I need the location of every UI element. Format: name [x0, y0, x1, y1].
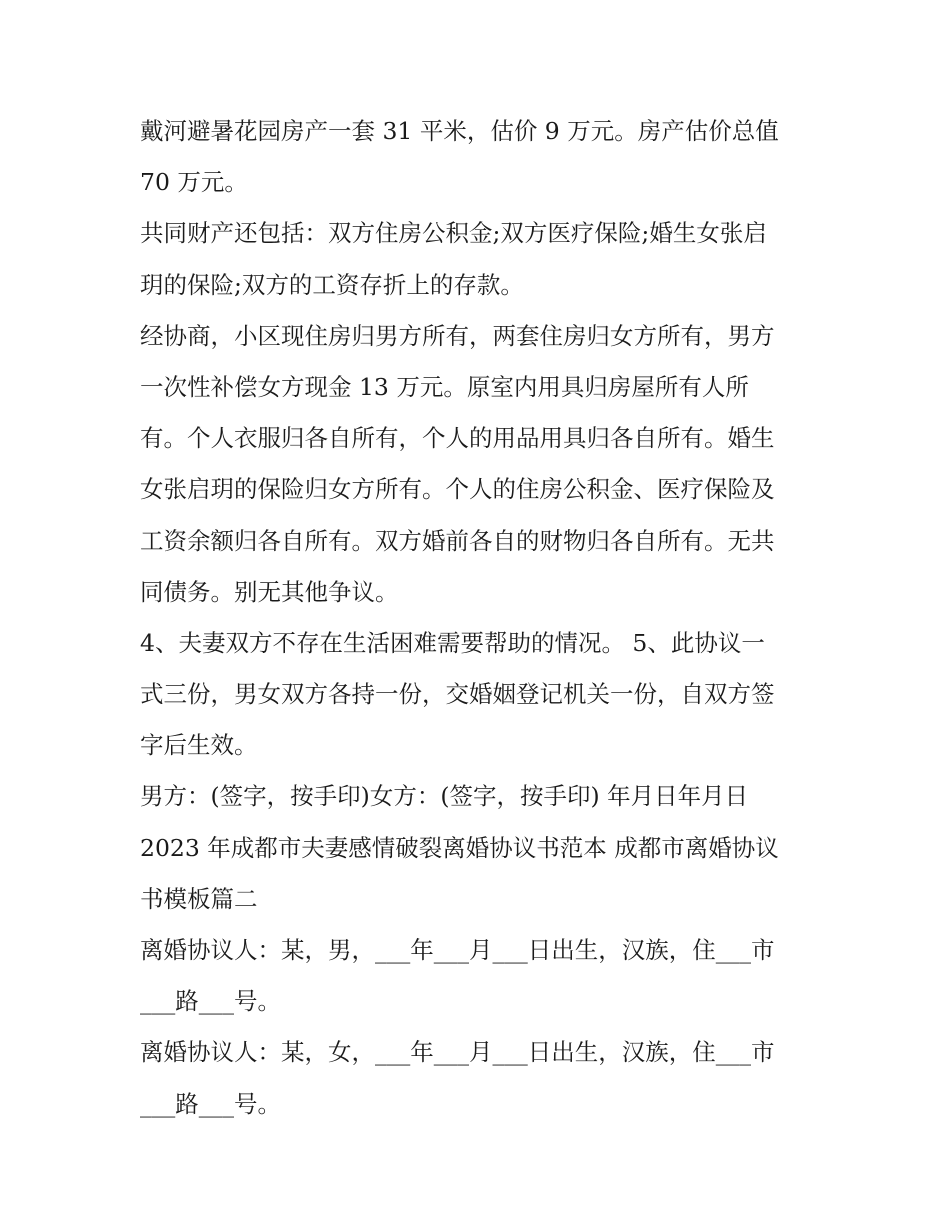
text-line: 工资余额归各自所有。双方婚前各自的财物归各自所有。无共	[140, 526, 775, 555]
paragraph-section-title	[140, 823, 820, 925]
paragraph-party-female	[140, 1027, 820, 1129]
text-line: ___路___号。	[140, 1089, 281, 1118]
text-line: 女张启玥的保险归女方所有。个人的住房公积金、医疗保险及	[140, 475, 775, 504]
text-line: 同债务。别无其他争议。	[140, 577, 399, 606]
text-line: 一次性补偿女方现金 13 万元。原室内用具归房屋所有人所	[140, 372, 749, 401]
paragraph-clauses-4-5	[140, 618, 820, 772]
paragraph-property-value	[140, 106, 820, 208]
text-line: ___路___号。	[140, 987, 281, 1016]
text-line: 经协商，小区现住房归男方所有，两套住房归女方所有，男方	[140, 321, 775, 350]
text-line: 书模板篇二	[140, 884, 258, 913]
text-line: 70 万元。	[140, 168, 248, 197]
text-line: 离婚协议人：某，女，___年___月___日出生，汉族，住___市	[140, 1038, 775, 1067]
text-line: 有。个人衣服归各自所有，个人的用品用具归各自所有。婚生	[140, 424, 775, 453]
text-line: 2023 年成都市夫妻感情破裂离婚协议书范本 成都市离婚协议	[140, 833, 779, 862]
text-line: 共同财产还包括：双方住房公积金;双方医疗保险;婚生女张启	[140, 219, 767, 248]
paragraph-signatures	[140, 771, 820, 822]
text-line: 离婚协议人：某，男，___年___月___日出生，汉族，住___市	[140, 936, 775, 964]
text-line: 戴河避暑花园房产一套 31 平米，估价 9 万元。房产估价总值	[140, 117, 779, 145]
text-line: 字后生效。	[140, 731, 258, 760]
text-line: 式三份，男女双方各持一份，交婚姻登记机关一份，自双方签	[140, 680, 775, 709]
text-line: 4、夫妻双方不存在生活困难需要帮助的情况。 5、此协议一	[140, 628, 765, 657]
text-line: 玥的保险;双方的工资存折上的存款。	[140, 270, 524, 299]
paragraph-joint-property	[140, 208, 820, 310]
paragraph-party-male	[140, 925, 820, 1027]
text-line: 男方：(签字，按手印)女方：(签字，按手印) 年月日年月日	[140, 782, 749, 811]
paragraph-division-agreement	[140, 311, 820, 618]
document-body	[140, 106, 820, 1130]
